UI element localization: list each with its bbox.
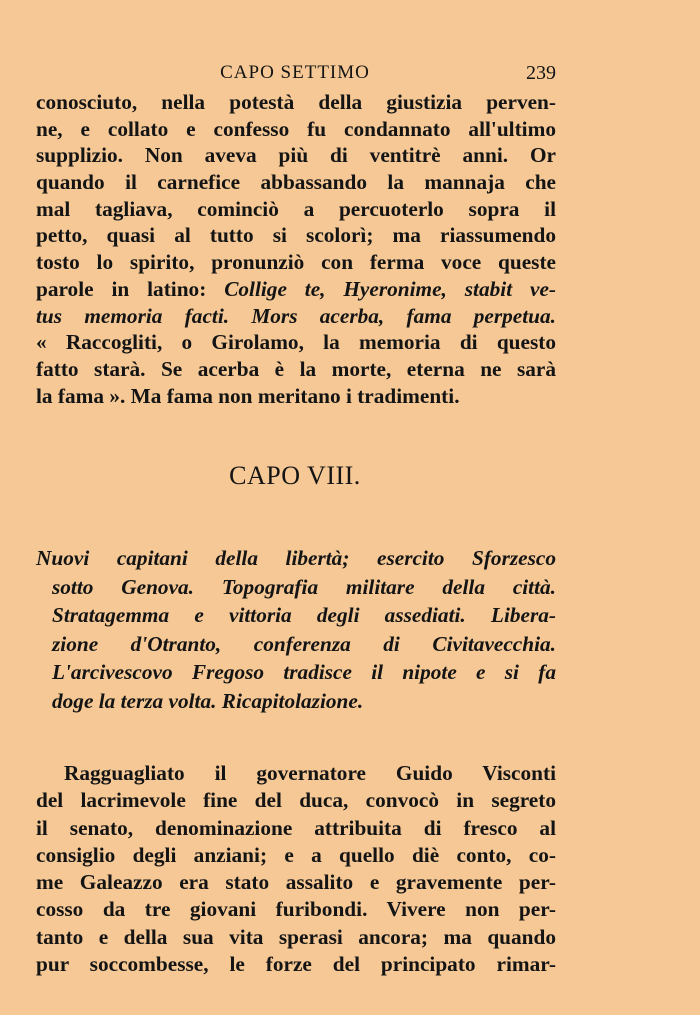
latin-quote: tus memoria facti. Mors acerba, fama perpetua.: [36, 303, 556, 328]
chapter-summary: [36, 544, 556, 715]
text-line: Ragguagliato il governatore Guido Visconti: [64, 761, 556, 785]
text-line: conosciuto, nella potestà della giustizia perven-: [36, 90, 556, 114]
text-line: supplizio. Non aveva più di ventitrè anni. Or: [36, 143, 556, 168]
text-line: tanto e della sua vita sperasi ancora; ma quando: [36, 924, 556, 949]
summary-line: L'arcivescovo Fregoso tradisce il nipote e si fa: [52, 660, 556, 684]
text-line: il senato, denominazione attribuita di fresco al: [36, 815, 556, 840]
text-line: [36, 303, 556, 330]
text-line: pur soccombesse, le forze del principato rimar-: [36, 952, 556, 977]
text-line: consiglio degli anziani; e a quello diè conto, co-: [36, 842, 556, 867]
running-head: [0, 62, 700, 88]
text-line: ne, e collato e confesso fu condannato all'ultimo: [36, 116, 556, 141]
running-head-title: CAPO SETTIMO: [220, 62, 370, 83]
summary-line: Nuovi capitani della libertà; esercito Sforzesco: [36, 546, 556, 570]
text-line: mal tagliava, cominciò a percuoterlo sopra il: [36, 196, 556, 221]
text-line: del lacrimevole fine del duca, convocò in segreto: [36, 788, 556, 813]
text-line: « Raccogliti, o Girolamo, la memoria di questo: [36, 330, 556, 355]
text-line: fatto starà. Se acerba è la morte, eterna ne sarà: [36, 356, 556, 381]
chapter-heading: CAPO VIII.: [229, 461, 361, 490]
summary-line: zione d'Otranto, conferenza di Civitavecchia.: [52, 631, 556, 656]
page-number: 239: [526, 62, 556, 84]
text-line: petto, quasi al tutto si scolorì; ma riassumendo: [36, 223, 556, 248]
text-line: cosso da tre giovani furibondi. Vivere non per-: [36, 897, 556, 922]
text-line: la fama ». Ma fama non meritano i tradimenti.: [36, 383, 460, 408]
text-line-mixed: [36, 276, 556, 303]
paragraph-2: [36, 760, 556, 978]
summary-line: doge la terza volta. Ricapitolazione.: [52, 688, 364, 713]
latin-quote: Collige te, Hyeronime, stabit ve-: [224, 276, 556, 301]
summary-line: Stratagemma e vittoria degli assediati. Libera-: [52, 603, 556, 627]
paragraph-1: [36, 89, 556, 409]
summary-line: sotto Genova. Topografia militare della città.: [52, 574, 556, 599]
text-line: tosto lo spirito, pronunziò con ferma voce queste: [36, 250, 556, 275]
text-line: quando il carnefice abbassando la mannaja che: [36, 170, 556, 195]
text-segment: parole in latino:: [36, 276, 225, 301]
text-line: me Galeazzo era stato assalito e gravemente per-: [36, 870, 556, 895]
